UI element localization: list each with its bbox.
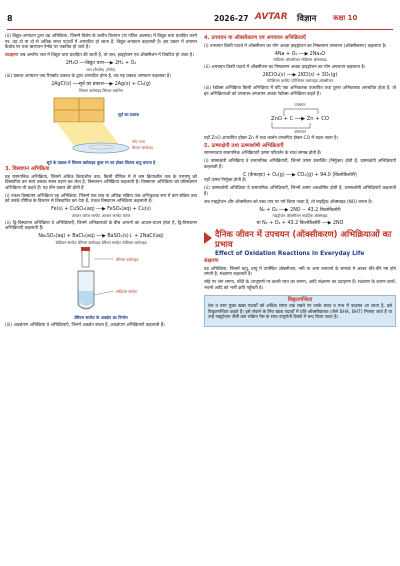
endothermic-text: (ii) ऊष्माशोषी अभिक्रिया वे रासायनिक अभिक्रियाएँ, जिनमें ऊष्मा अवशोषित होती है, ऊष्माशोषी अभिक्रियाएँ कहलाती हैं।	[204, 186, 396, 197]
equation-nitric-oxide: N₂ + O₂ ──▶ 2NO − 43.2 किलोकैलोरी	[259, 207, 341, 213]
reduction-label: अपचयन	[294, 128, 306, 134]
glass-label: वॉच ग्लास	[132, 139, 146, 144]
equation-labels: सोडियम सल्फेट बेरियम क्लोराइड बेरियम सल्फेट सोडियम क्लोराइड	[55, 239, 147, 245]
figure-caption: सूर्य के प्रकाश में सिल्वर क्लोराइड धूसर रंग का होकर सिल्वर धातु बनाता है	[46, 159, 156, 165]
rancidity-title: विकृतगन्धिता	[287, 296, 313, 303]
oxidation-label: उपचयन	[294, 101, 306, 107]
redox-diagram	[240, 100, 360, 134]
equation-labels: सोडियम ऑक्सीजन सोडियम ऑक्साइड	[273, 57, 327, 63]
electrolysis-text: (ii) विद्युत-अपघटन द्वारा वह अभिक्रिया, जिसमें विलेय के जलीय विलयन (या गलित अवस्था) में विद्युत धारा प्रवाहित करने पर, वह दो या दो से अधिक सरल पदार्थों में अपघटित हो जाता है, विद्युत-अपघटन कहलाती है। इस प्रकार में धनायन कैथोड पर तथा ऋणायन ऐनोड पर एकत्रित हो जाते हैं।	[5, 34, 197, 51]
precipitation-text: (iii) अवक्षेपण अभिक्रिया वे अभिक्रियाएँ, जिनमें अवक्षेप बनता है, अवक्षेपण अभिक्रियाएँ कहलाती हैं।	[5, 323, 165, 328]
equation-labels: जल (कैथोड) (ऐनोड)	[86, 66, 116, 72]
section-heading: 5. ऊष्माक्षेपी तथा ऊष्माशोषी अभिक्रियाएँ	[204, 142, 284, 149]
equation-labels: आयरन कॉपर सल्फेट आयरन सल्फेट कॉपर	[71, 213, 131, 219]
equation-zinc-oxide: ZnO + C ──▶ Zn + CO	[271, 115, 329, 122]
single-displacement-text: (i) एकल विस्थापन अभिक्रिया वह अभिक्रिया, जिसमें एक तत्व या अधिक सक्रिय तत्व अभिकृतक रूप में कम सक्रिय तत्व को उसके यौगिक के विलयन से विस्थापित कर देता है, एकल विस्थापन अभिक्रिया कहलाती है।	[5, 193, 197, 205]
corrosion-example: लोहे पर जंग लगना, चाँदी के आभूषणों पर काली परत का जमना, आदि संक्षारण का उदाहरण हैं। संक्षारण के कारण कारों, भवनों आदि को भारी क्षति पहुँचती है।	[204, 280, 396, 291]
page-number: 8	[7, 14, 13, 23]
double-displacement-text: (ii) द्वि-विस्थापन अभिक्रिया वे अभिक्रियाएँ, जिनमें अभिकारकों के बीच आयनों का आदान-प्रदान होता है, द्वि-विस्थापन अभिक्रियाएँ कहलाती हैं।	[5, 220, 197, 232]
reduction-text: (ii) अपचयन किसी पदार्थ में ऑक्सीजन का निष्कासन अथवा हाइड्रोजन का योग अपचयन कहलाता है।	[204, 64, 366, 70]
sun-label: सूर्य का प्रकाश	[118, 111, 140, 117]
section-heading: 3. विस्थापन अभिक्रिया	[5, 166, 50, 173]
arrow-icon	[204, 232, 212, 244]
right-column	[204, 34, 396, 327]
section-banner	[204, 230, 396, 250]
equation-labels: पोटैशियम क्लोरेट पोटैशियम क्लोराइड ऑक्सीजन	[266, 78, 334, 84]
window-sunlight-figure	[26, 96, 176, 158]
equation-potassium-chlorate: 2KClO₃(s) ──▶ 2KCl(s) + 3O₂(g)	[262, 72, 338, 78]
equation-water-electrolysis: 2H₂O ──विद्युत धारा──▶ 2H₂ + O₂	[65, 61, 137, 67]
left-column	[5, 34, 197, 331]
electrolysis-example: उदाहरण जब अम्लीय जल में विद्युत धारा प्रवाहित की जाती है, तो जल, हाइड्रोजन एवं ऑक्सीजन में विघटित हो जाता है।	[5, 53, 194, 59]
equation-labels: नाइट्रोजन ऑक्सीजन नाइट्रिक ऑक्साइड	[272, 213, 328, 219]
corrosion-text: वह अभिक्रिया, जिसमें धातु, वायु में उपस्थित ऑक्सीजन, नमी या अन्य रसायनों के सम्पर्क में आकर धीरे-धीरे नष्ट होने लगती है, संक्षारण कहलाती है।	[204, 266, 396, 278]
sodium-sulphate-label: सोडियम सल्फेट	[116, 289, 138, 295]
exothermic-text: (i) ऊष्माक्षेपी अभिक्रिया वे रासायनिक अभिक्रियाएँ, जिनमें ऊष्मा उत्सर्जित (निर्मुक्त) होती है, ऊष्माक्षेपी अभिक्रियाएँ कहलाती हैं।	[204, 159, 396, 170]
barium-chloride-label: बेरियम क्लोराइड	[116, 257, 139, 263]
chloride-label: सिल्वर क्लोराइड	[132, 145, 154, 150]
test-tube-figure	[26, 247, 176, 313]
subject-label: विज्ञान	[297, 14, 317, 24]
equation-nitric-oxide-alt: या N₂ + O₂ + 43.2 किलोकैलोरी ──▶ 2NO	[256, 220, 344, 226]
equation-silver-chloride: 2AgCl(s) ──सूर्य का प्रकाश──▶ 2Ag(s) + Cl₂(g)	[51, 82, 151, 88]
brand-logo: AVTAR	[255, 12, 288, 22]
redox-text: (iii) रेडॉक्स अभिक्रिया किसी अभिक्रिया में यदि एक अभिकारक उपचयित तथा दूसरा अभिकारक अपचयित होता है, तो इन अभिक्रियाओं को उपचयन-अपचयन अथवा रेडॉक्स अभिक्रिया कहते हैं।	[204, 85, 396, 97]
equation-iron-copper: Fe(s) + CuSO₄(aq) ──▶ FeSO₄(aq) + Cu(s)	[51, 207, 151, 213]
equation-sodium-oxide: 4Na + O₂ ──▶ 2Na₂O	[274, 51, 326, 57]
equation-carbon-dioxide: C (कैफाइट) + O₂(g) ──▶ CO₂(g) + 94.0 (किलोकैलोरी)	[243, 172, 357, 178]
class-label: कक्षा 10	[333, 14, 358, 22]
displacement-text: वह रासायनिक अभिक्रिया, जिसमें अधिक क्रियाशील तत्व, किसी यौगिक में से कम क्रियाशील तत्व के परमाणु को विस्थापित कर स्वयं उसका स्थान ग्रहण कर लेता है, विस्थापन अभिक्रिया कहलाती है। विस्थापन अभिक्रिया को प्रतिस्थापन अभिक्रिया भी कहते हैं। यह तीन प्रकार की होती हैं	[5, 174, 197, 191]
dropper-icon	[82, 249, 89, 267]
photolysis-text: (iii) प्रकाश अपघटन जब रिएक्टेंट प्रकाश के द्वारा अपघटित होता है, तब यह प्रकाश अपघटन कहलाता है।	[5, 74, 171, 80]
exothermic-note: यहाँ ऊष्मा निर्मुक्त होती है।	[204, 178, 247, 184]
section-heading: 4. उपचयन या ऑक्सीकरण एवं अपचयन अभिक्रियाएँ	[204, 35, 306, 41]
rancidity-text: तेल व वसा युक्त खाद्य पदार्थों को अधिक समय तक रखने पर उनके स्वाद व गन्ध में बदलाव आ जाता है, इसे विकृतगन्धिता कहते हैं। इसे रोकने के लिए खाद्य पदार्थों में प्रति-ऑक्सीकारक (जैसे BHA, BHT) मिलाए जाते हैं या उन्हें नाइट्रोजन जैसी कम सक्रिय गैस के साथ वायुरोधी डिब्बों में बन्द किया जाता है।	[208, 304, 392, 321]
heat-change-text: सामान्यतया रासायनिक अभिक्रियाएँ ऊष्मा परिवर्तन के साथ सम्पन्न होती हैं।	[204, 151, 322, 157]
equation-barium-sulphate: Na₂SO₄(aq) + BaCl₂(aq) ──▶ BaSO₄(s)↓ + 2NaCl(aq)	[38, 234, 164, 240]
equation-labels: सिल्वर क्लोराइड सिल्वर क्लोरीन	[79, 87, 123, 93]
header-divider	[7, 29, 393, 30]
figure-caption: बेरियम सल्फेट के अवक्षेप का निर्माण	[74, 315, 128, 321]
endothermic-example: जब नाइट्रोजन और ऑक्सीजन को उच्च ताप पर गर्म किया जाता है, तो नाइट्रिक ऑक्साइड (NO) बनता है।	[204, 199, 373, 205]
corrosion-heading: संक्षारण	[204, 258, 219, 265]
banner-title: दैनिक जीवन में उपचयन (ऑक्सीकरण) अभिक्रियाओं का प्रभाव	[215, 229, 392, 250]
rancidity-box	[204, 295, 396, 328]
banner-subtitle: Effect of Oxidation Reactions in Everyday Life	[215, 250, 365, 257]
redox-explanation: यहाँ ZnO अपचयित होकर Zn में तथा कार्बन उपचयित होकर CO में बदल जाता है।	[204, 135, 339, 141]
page-header	[0, 14, 400, 28]
year-label: 2026-27	[214, 14, 249, 23]
oxidation-text: (i) उपचयन किसी पदार्थ में ऑक्सीजन का योग अथवा हाइड्रोजन का निष्कासन उपचयन (ऑक्सीकरण) कहलाता है।	[204, 43, 387, 49]
